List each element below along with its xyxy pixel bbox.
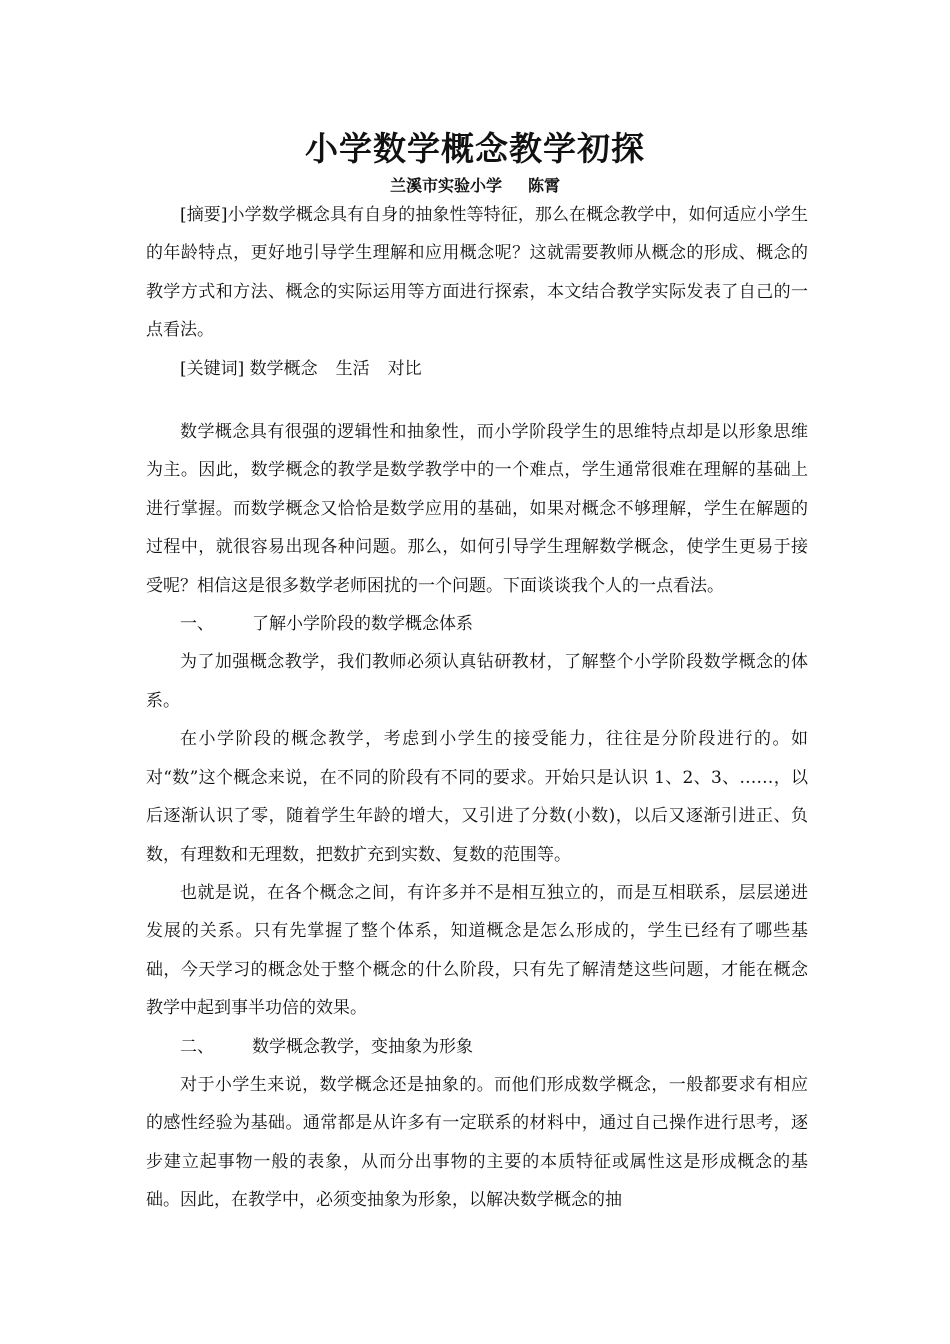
school-name: 兰溪市实验小学 <box>389 176 502 195</box>
keyword-item: 生活 <box>335 358 370 379</box>
section1-paragraph: 也就是说，在各个概念之间，有许多并不是相互独立的，而是互相联系，层层递进发展的关系。只有先掌握了整个体系，知道概念是怎么形成的，学生已经有了哪些基础，今天学习的概念处于整个概念的什么阶段，只有先了解清楚这些问题，才能在概念教学中起到事半功倍的效果。 <box>146 882 808 1019</box>
section-heading-1 <box>146 605 808 643</box>
keyword-item: 数学概念 <box>249 358 318 379</box>
section-title: 了解小学阶段的数学概念体系 <box>252 614 473 635</box>
byline <box>0 174 950 198</box>
section-title: 数学概念教学，变抽象为形象 <box>252 1036 473 1057</box>
document-body <box>146 196 808 1220</box>
document-title: 小学数学概念教学初探 <box>305 129 645 168</box>
keywords-line <box>146 350 808 388</box>
keyword-item: 对比 <box>387 358 422 379</box>
keywords-label: [关键词] <box>180 358 245 379</box>
section-heading-2 <box>146 1028 808 1066</box>
intro-paragraph: 数学概念具有很强的逻辑性和抽象性，而小学阶段学生的思维特点却是以形象思维为主。因此，数学概念的教学是数学教学中的一个难点，学生通常很难在理解的基础上进行掌握。而数学概念又恰恰是数学应用的基础，如果对概念不够理解，学生在解题的过程中，就很容易出现各种问题。那么，如何引导学生理解数学概念，使学生更易于接受呢？相信这是很多数学老师困扰的一个问题。下面谈谈我个人的一点看法。 <box>146 422 808 596</box>
section-number: 二、 <box>180 1036 214 1057</box>
blank-line <box>146 388 808 413</box>
section1-paragraph: 为了加强概念教学，我们教师必须认真钻研教材，了解整个小学阶段数学概念的体系。 <box>146 652 808 711</box>
author-name: 陈霄 <box>528 176 561 195</box>
abstract-paragraph: [摘要]小学数学概念具有自身的抽象性等特征，那么在概念教学中，如何适应小学生的年龄特点，更好地引导学生理解和应用概念呢？这就需要教师从概念的形成、概念的教学方式和方法、概念的实际运用等方面进行探索，本文结合教学实际发表了自己的一点看法。 <box>146 205 808 341</box>
section1-paragraph: 在小学阶段的概念教学，考虑到小学生的接受能力，往往是分阶段进行的。如对“数”这个概念来说，在不同的阶段有不同的要求。开始只是认识 1、2、3、……，以后逐渐认识了零，随着学生年龄的增大，又引进了分数(小数)，以后又逐渐引进正、负数，有理数和无理数，把数扩充到实数、复数的范围等。 <box>146 729 808 865</box>
section2-paragraph: 对于小学生来说，数学概念还是抽象的。而他们形成数学概念，一般都要求有相应的感性经验为基础。通常都是从许多有一定联系的材料中，通过自己操作进行思考，逐步建立起事物一般的表象，从而分出事物的主要的本质特征或属性这是形成概念的基础。因此，在教学中，必须变抽象为形象，以解决数学概念的抽 <box>146 1074 808 1211</box>
section-number: 一、 <box>180 614 214 635</box>
